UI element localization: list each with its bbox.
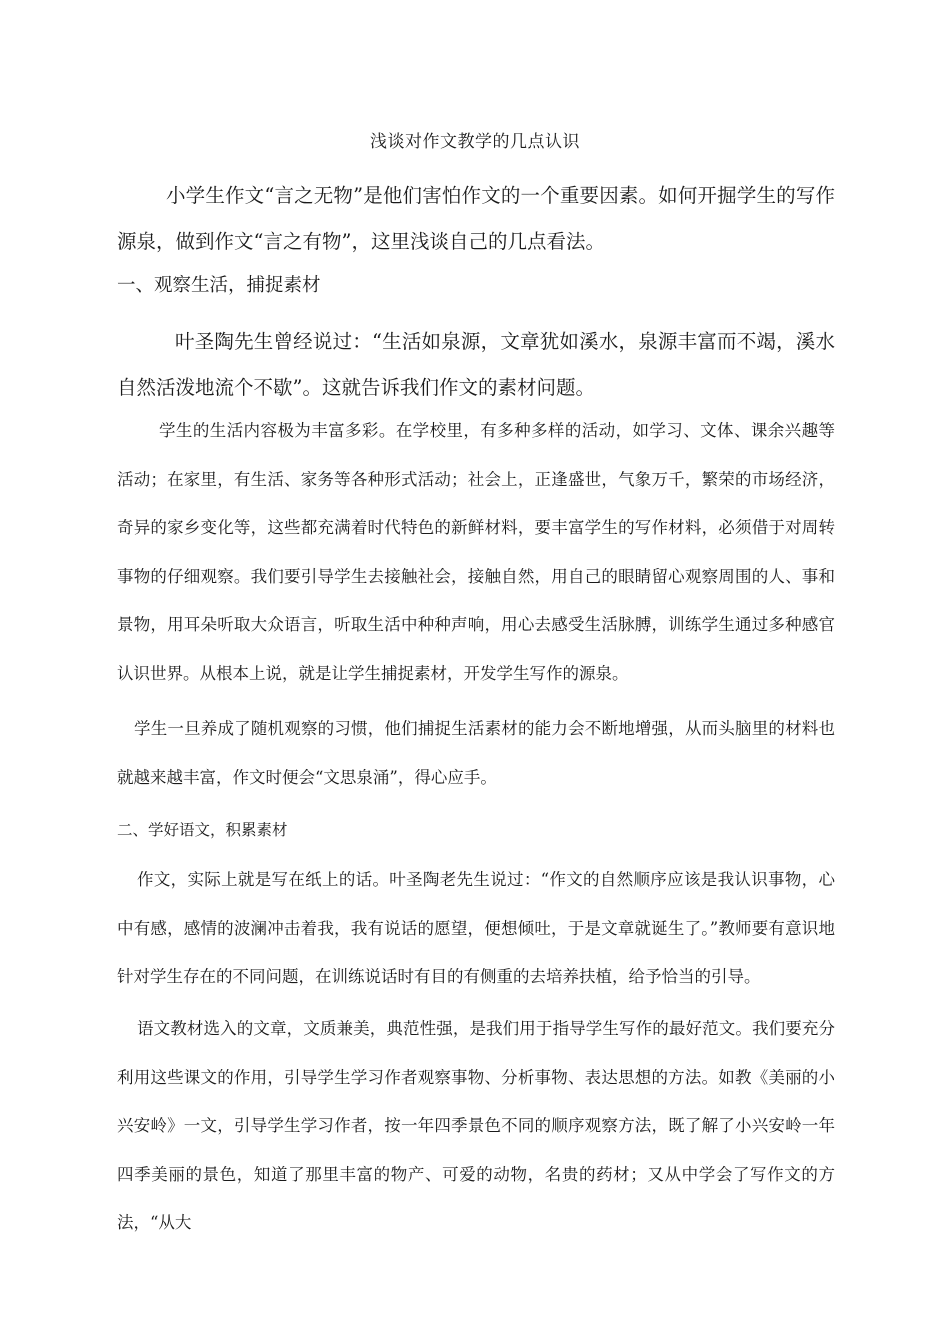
intro-paragraph: 小学生作文“言之无物”是他们害怕作文的一个重要因素。如何开掘学生的写作源泉，做到作文“言之有物”，这里浅谈自己的几点看法。: [117, 184, 835, 253]
writing-paragraph: 作文，实际上就是写在纸上的话。叶圣陶老先生说过：“作文的自然顺序应该是我认识事物，心中有感，感情的波澜冲击着我，我有说话的愿望，便想倾吐，于是文章就诞生了。”教师要有意识地针对学生存在的不同问题，在训练说话时有目的有侧重的去培养扶植，给予恰当的引导。: [117, 870, 835, 987]
section-heading-learn-chinese: 二、学好语文，积累素材: [117, 821, 288, 839]
section-heading-observe-life: 一、观察生活，捕捉素材: [117, 275, 321, 296]
textbook-paragraph: 语文教材选入的文章，文质兼美，典范性强，是我们用于指导学生写作的最好范文。我们要充分利用这些课文的作用，引导学生学习作者观察事物、分析事物、表达思想的方法。如教《美丽的小兴安岭》一文，引导学生学习作者，按一年四季景色不同的顺序观察方法，既了解了小兴安岭一年四季美丽的景色，知道了那里丰富的物产、可爱的动物，名贵的药材；又从中学会了写作文的方法，“从大: [117, 1019, 835, 1233]
habit-paragraph: 学生一旦养成了随机观察的习惯，他们捕捉生活素材的能力会不断地增强，从而头脑里的材料也就越来越丰富，作文时便会“文思泉涌”，得心应手。: [117, 719, 835, 787]
page-title: 浅谈对作文教学的几点认识: [370, 132, 580, 152]
life-paragraph: 学生的生活内容极为丰富多彩。在学校里，有多种多样的活动，如学习、文体、课余兴趣等活动；在家里，有生活、家务等各种形式活动；社会上，正逢盛世，气象万千，繁荣的市场经济，奇异的家乡变化等，这些都充满着时代特色的新鲜材料，要丰富学生的写作材料，必须借于对周转事物的仔细观察。我们要引导学生去接触社会，接触自然，用自己的眼睛留心观察周围的人、事和景物，用耳朵听取大众语言，听取生活中种种声响，用心去感受生活脉膊，训练学生通过多种感官认识世界。从根本上说，就是让学生捕捉素材，开发学生写作的源泉。: [117, 421, 835, 683]
quote-paragraph: 叶圣陶先生曾经说过：“生活如泉源，文章犹如溪水，泉源丰富而不竭，溪水自然活泼地流个不歇”。这就告诉我们作文的素材问题。: [117, 330, 835, 399]
